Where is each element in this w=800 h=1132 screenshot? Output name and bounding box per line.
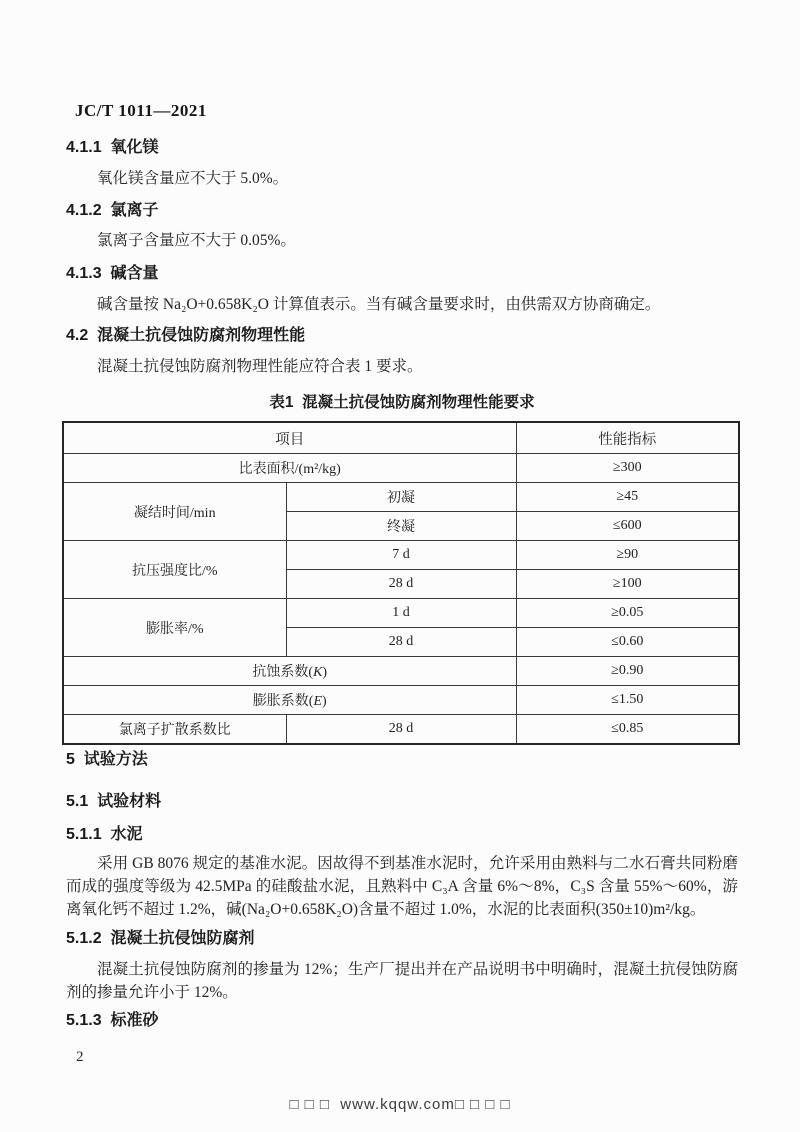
heading-4-1-3: 4.1.3 碱含量 <box>66 265 159 282</box>
table1-item-cell <box>63 686 516 715</box>
table1-sub-cell: 7 d <box>286 541 516 570</box>
table1-header-value-cell: 性能指标 <box>516 422 739 454</box>
table-row <box>63 715 739 745</box>
table1-sub-cell: 初凝 <box>286 483 516 512</box>
table-row <box>63 657 739 686</box>
item-label-prefix: 抗蚀系数( <box>252 665 314 680</box>
table1-physical-properties <box>62 421 740 745</box>
table1-value-cell: ≥45 <box>516 483 739 512</box>
item-label-suffix: ) <box>322 694 327 709</box>
table1-value-cell: ≤0.60 <box>516 628 739 657</box>
table1-sub-cell: 终凝 <box>286 512 516 541</box>
table1-sub-cell: 28 d <box>286 628 516 657</box>
table1-title: 表1 混凝土抗侵蚀防腐剂物理性能要求 <box>269 394 535 411</box>
table1-value-cell: ≥90 <box>516 541 739 570</box>
table1-value-cell: ≥100 <box>516 570 739 599</box>
paragraph-4-1-3: 碱含量按 Na₂O+0.658K₂O 计算值表示。当有碱含量要求时，由供需双方协商确定。 <box>97 296 661 313</box>
table-row <box>63 541 739 570</box>
table1-value-cell: ≤1.50 <box>516 686 739 715</box>
heading-5-1-1: 5.1.1 水泥 <box>66 826 143 843</box>
heading-5: 5 试验方法 <box>66 751 148 768</box>
item-symbol: E <box>313 694 323 709</box>
watermark: □ □ □ www.kqqw.com□ □ □ □ <box>289 1096 511 1113</box>
table1-header-row <box>63 422 739 454</box>
table-row <box>63 483 739 512</box>
page-number: 2 <box>76 1049 84 1065</box>
paragraph-5-1-2: 混凝土抗侵蚀防腐剂的掺量为 12%；生产厂提出并在产品说明书中明确时，混凝土抗侵蚀防腐剂的掺量允许小于 12%。 <box>66 961 738 1001</box>
table1-group-cell: 抗压强度比/% <box>63 541 286 599</box>
paragraph-5-1-1: 采用 GB 8076 规定的基准水泥。因故得不到基准水泥时，允许采用由熟料与二水石膏共同粉磨而成的强度等级为 42.5MPa 的硅酸盐水泥，且熟料中 C₃A 含量 6%～8%，C₃S 含量 55%～60%，游离氧化钙不超过 1.2%，碱(Na₂O+0.658K₂O)含量不超过 1.0%，水泥的比表面积(350±10)m²/kg。 <box>66 855 738 918</box>
heading-5-1: 5.1 试验材料 <box>66 793 162 810</box>
table1-value-cell: ≤0.85 <box>516 715 739 745</box>
heading-4-2: 4.2 混凝土抗侵蚀防腐剂物理性能 <box>66 327 306 344</box>
item-label-prefix: 膨胀系数( <box>252 694 314 709</box>
table1-group-cell: 膨胀率/% <box>63 599 286 657</box>
table1-group-cell: 凝结时间/min <box>63 483 286 541</box>
paragraph-4-2: 混凝土抗侵蚀防腐剂物理性能应符合表 1 要求。 <box>97 358 423 375</box>
table1-header-item-cell: 项目 <box>63 422 516 454</box>
table1-sub-cell: 1 d <box>286 599 516 628</box>
heading-5-1-3: 5.1.3 标准砂 <box>66 1012 159 1029</box>
table-row <box>63 686 739 715</box>
heading-4-1-1: 4.1.1 氧化镁 <box>66 139 159 156</box>
table1-sub-cell: 28 d <box>286 570 516 599</box>
table1-item-cell: 比表面积/(m²/kg) <box>63 454 516 483</box>
item-symbol: K <box>313 665 323 680</box>
table-row <box>63 454 739 483</box>
table1-value-cell: ≥0.05 <box>516 599 739 628</box>
table1-item-cell <box>63 657 516 686</box>
paragraph-4-1-1: 氧化镁含量应不大于 5.0%。 <box>97 170 289 187</box>
item-label-suffix: ) <box>322 665 328 680</box>
paragraph-4-1-2: 氯离子含量应不大于 0.05%。 <box>97 232 296 249</box>
table1-sub-cell: 28 d <box>286 715 516 745</box>
table1-value-cell: ≤600 <box>516 512 739 541</box>
table-row <box>63 599 739 628</box>
table1-value-cell: ≥300 <box>516 454 739 483</box>
heading-5-1-2: 5.1.2 混凝土抗侵蚀防腐剂 <box>66 930 255 947</box>
table1-group-cell: 氯离子扩散系数比 <box>63 715 286 745</box>
heading-4-1-2: 4.1.2 氯离子 <box>66 202 159 219</box>
table1-value-cell: ≥0.90 <box>516 657 739 686</box>
doc-number: JC/T 1011—2021 <box>75 101 207 120</box>
